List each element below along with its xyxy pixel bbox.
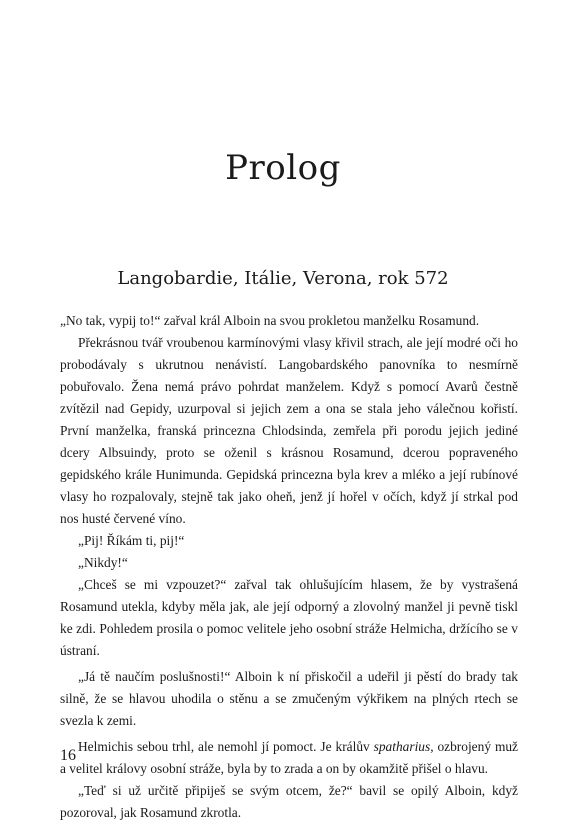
italic-term: spatharius [373,739,431,754]
paragraph: „Teď si už určitě připiješ se svým otcem, že?“ bavil se opilý Alboin, když pozoroval, jak Rosamund zkrotla. [60,783,518,820]
paragraph: „Nikdy!“ [78,555,128,570]
body-text [60,310,518,824]
page-number: 16 [60,747,76,764]
paragraph: „Chceš se mi vzpouzet?“ zařval tak ohlušujícím hlasem, že by vystrašená Rosamund utekla, kdyby měla jak, ale její odporný a zlovolný manžel ji pevně tiskl ke zdi. Pohledem prosila o pomoc velitele jeho osobní stráže Helmicha, držícího se v ústraní. [60,577,518,658]
paragraph: Překrásnou tvář vroubenou karmínovými vlasy křivil strach, ale její modré oči ho probodávaly s ukrutnou nenávistí. Langobardského panovníka to nesmírně pobuřovalo. Žena nemá právo pohrdat manželem. Když s pomocí Avarů čestně zvítězil nad Gepidy, uzurpoval si jejich zem a ona se stala jeho válečnou kořistí. První manželka, franská princezna Chlodsinda, zemřela při porodu jejich jediné dcery Albsuindy, proto se oženil s krásnou Rosamund, dcerou popraveného gepidského krále Hunimunda. Gepidská princezna byla krev a mléko a její rubínové vlasy ho rozpalovaly, stejně tak jako oheň, jenž jí hořel v očích, když jí strkal pod nos husté červené víno. [60,335,518,526]
paragraph: „Pij! Říkám ti, pij!“ [78,533,185,548]
paragraph-text: , ozbrojený muž a velitel královy osobní stráže, byla by to zrada a on by okamžitě přišel o hlavu. [60,739,518,776]
section-subtitle: Langobardie, Itálie, Verona, rok 572 [117,268,449,289]
chapter-title: Prolog [225,148,341,188]
paragraph: „Já tě naučím poslušnosti!“ Alboin k ní přiskočil a udeřil ji pěstí do brady tak silně, že se hlavou uhodila o stěnu a se zmučeným výkřikem na plných rtech se svezla k zemi. [60,669,518,728]
paragraph: „No tak, vypij to!“ zařval král Alboin na svou prokletou manželku Rosamund. [60,313,480,328]
paragraph-text: Helmichis sebou trhl, ale nemohl jí pomoct. Je králův [78,739,374,754]
paragraph [60,736,518,780]
